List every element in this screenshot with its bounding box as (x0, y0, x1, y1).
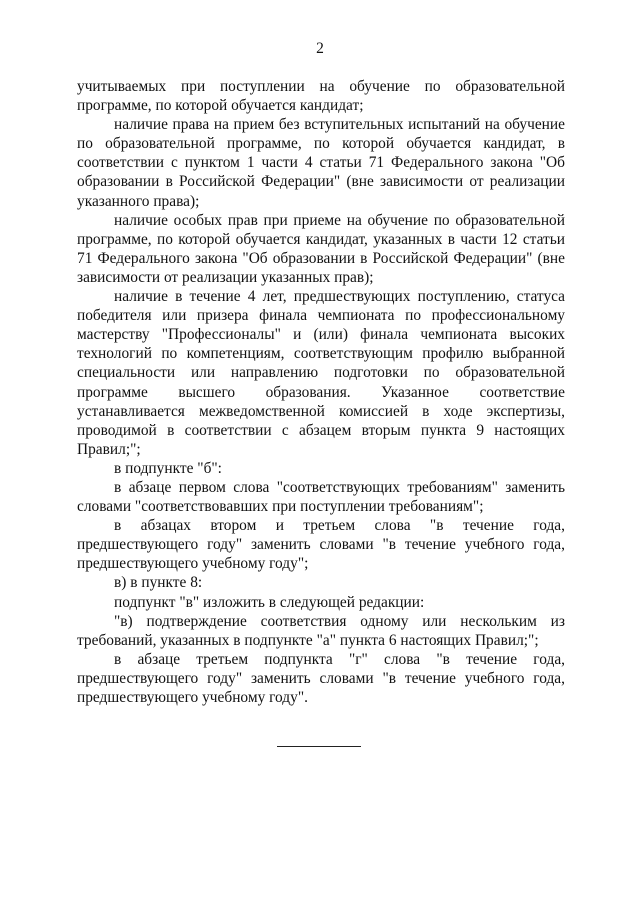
paragraph-special-rights: наличие особых прав при приеме на обучение по образовательной программе, по которой обучается кандидат, указанных в части 12 статьи 71 Федерального закона "Об образовании в Российской Федерации" (вне зависимости от реализации указанных прав); (77, 211, 565, 286)
paragraph-continuation: учитываемых при поступлении на обучение по образовательной программе, по которой обучается кандидат; (77, 78, 565, 115)
paragraph-subclause-v-text: "в) подтверждение соответствия одному или нескольким из требований, указанных в подпункте "а" пункта 6 настоящих Правил;"; (77, 612, 565, 649)
document-body (77, 77, 565, 707)
page-number: 2 (316, 40, 324, 57)
paragraph-right-without-exams: наличие права на прием без вступительных испытаний на обучение по образовательной программе, по которой обучается кандидат, в соответствии с пунктом 1 части 4 статьи 71 Федерального закона "Об образовании в Российской Федерации" (вне зависимости от реализации указанного права); (77, 116, 565, 210)
paragraph-clause-8-heading: в) в пункте 8: (114, 574, 203, 592)
paragraph-subclause-g: в абзаце третьем подпункта "г" слова "в течение года, предшествующего году" заменить словами "в течение учебного года, предшествующего учебному году". (77, 650, 565, 706)
closing-rule (277, 746, 361, 747)
paragraph-subclause-b-first: в абзаце первом слова "соответствующих требованиям" заменить словами "соответствовавших при поступлении требованиям"; (77, 478, 565, 516)
paragraph-subclause-b-heading: в подпункте "б": (114, 459, 222, 477)
paragraph-subclause-b-second-third: в абзацах втором и третьем слова "в течение года, предшествующего году" заменить словами "в течение учебного года, предшествующего учебному году"; (77, 517, 565, 573)
paragraph-subclause-v-intro: подпункт "в" изложить в следующей редакции: (114, 593, 425, 611)
paragraph-championship-winner: наличие в течение 4 лет, предшествующих поступлению, статуса победителя или призера финала чемпионата по профессиональному мастерству "Профессионалы" и (или) финала чемпионата высоких технологий по компетенциям, соответствующим профилю выбранной специальности или направлению подготовки по образовательной программе высшего образования. Указанное соответствие устанавливается межведомственной комиссией в ходе экспертизы, проводимой в соответствии с абзацем вторым пункта 9 настоящих Правил;"; (77, 288, 565, 458)
